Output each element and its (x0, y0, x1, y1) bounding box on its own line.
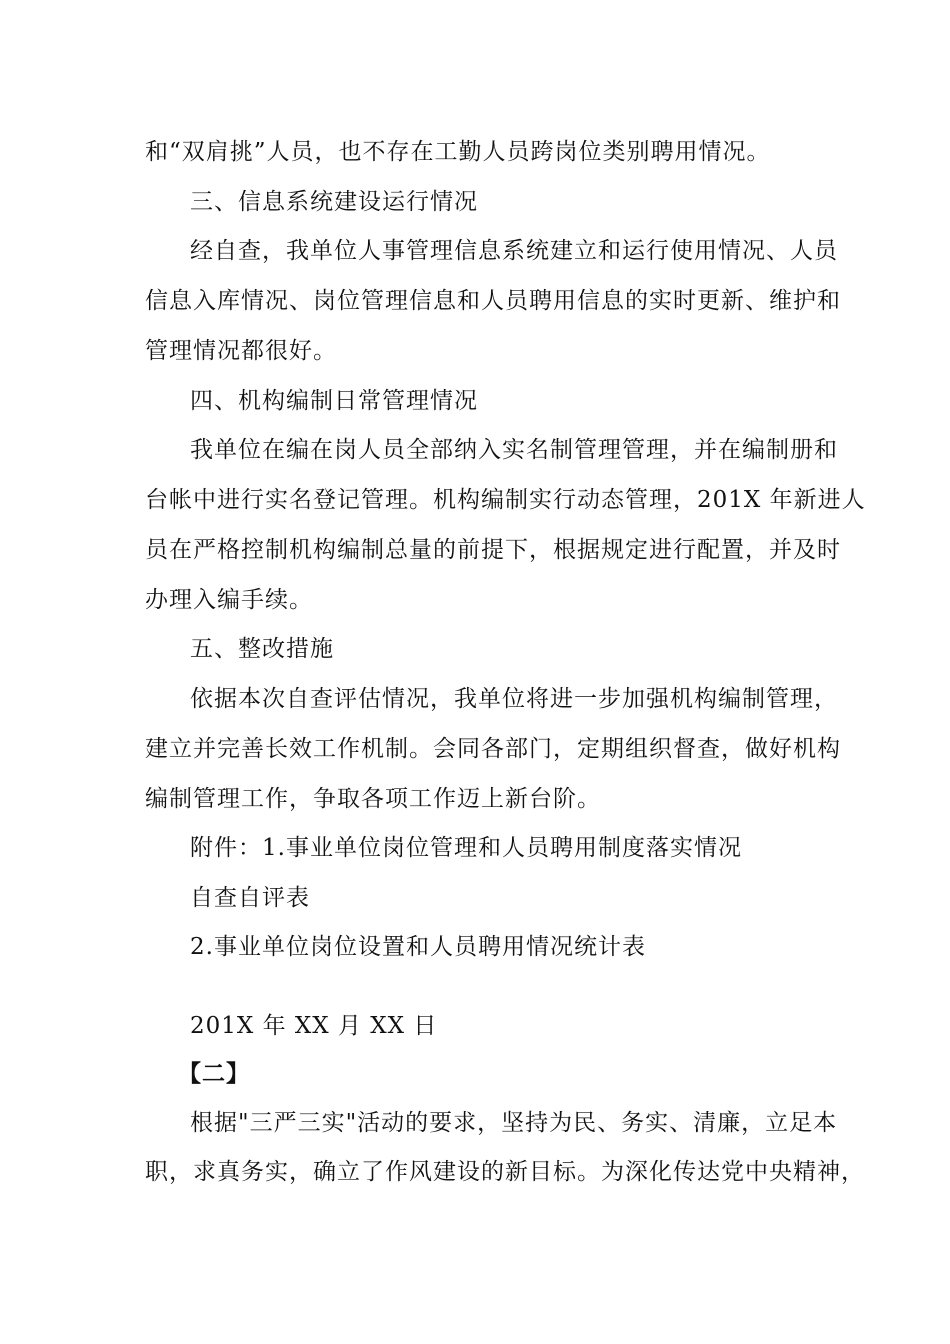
paragraph-line: 依据本次自查评估情况，我单位将进一步加强机构编制管理， (190, 686, 838, 712)
attachment-line: 2.事业单位岗位设置和人员聘用情况统计表 (190, 934, 646, 960)
part-two-heading: 【二】 (178, 1060, 250, 1087)
section-heading-3: 三、信息系统建设运行情况 (190, 189, 478, 215)
paragraph-line: 编制管理工作，争取各项工作迈上新台阶。 (145, 786, 601, 812)
paragraph-line: 职，求真务实，确立了作风建设的新目标。为深化传达党中央精神， (145, 1159, 865, 1185)
paragraph-line: 办理入编手续。 (145, 587, 313, 613)
date-line: 201X 年 XX 月 XX 日 (190, 1013, 438, 1039)
paragraph-line: 信息入库情况、岗位管理信息和人员聘用信息的实时更新、维护和 (145, 288, 841, 314)
paragraph-line: 员在严格控制机构编制总量的前提下，根据规定进行配置，并及时 (145, 537, 841, 563)
paragraph-line: 经自查，我单位人事管理信息系统建立和运行使用情况、人员 (190, 238, 838, 264)
paragraph-line: 台帐中进行实名登记管理。机构编制实行动态管理，201X 年新进人 (145, 487, 866, 513)
paragraph-line: 建立并完善长效工作机制。会同各部门，定期组织督查，做好机构 (145, 736, 841, 762)
section-heading-4: 四、机构编制日常管理情况 (190, 388, 478, 414)
paragraph-line: 根据"三严三实"活动的要求，坚持为民、务实、清廉，立足本 (190, 1110, 838, 1136)
paragraph-line: 和“双肩挑”人员，也不存在工勤人员跨岗位类别聘用情况。 (145, 139, 771, 165)
attachment-line: 附件：1.事业单位岗位管理和人员聘用制度落实情况 (190, 835, 742, 861)
attachment-line: 自查自评表 (190, 885, 310, 911)
section-heading-5: 五、整改措施 (190, 636, 334, 662)
paragraph-line: 管理情况都很好。 (145, 338, 337, 364)
paragraph-line: 我单位在编在岗人员全部纳入实名制管理管理，并在编制册和 (190, 437, 838, 463)
